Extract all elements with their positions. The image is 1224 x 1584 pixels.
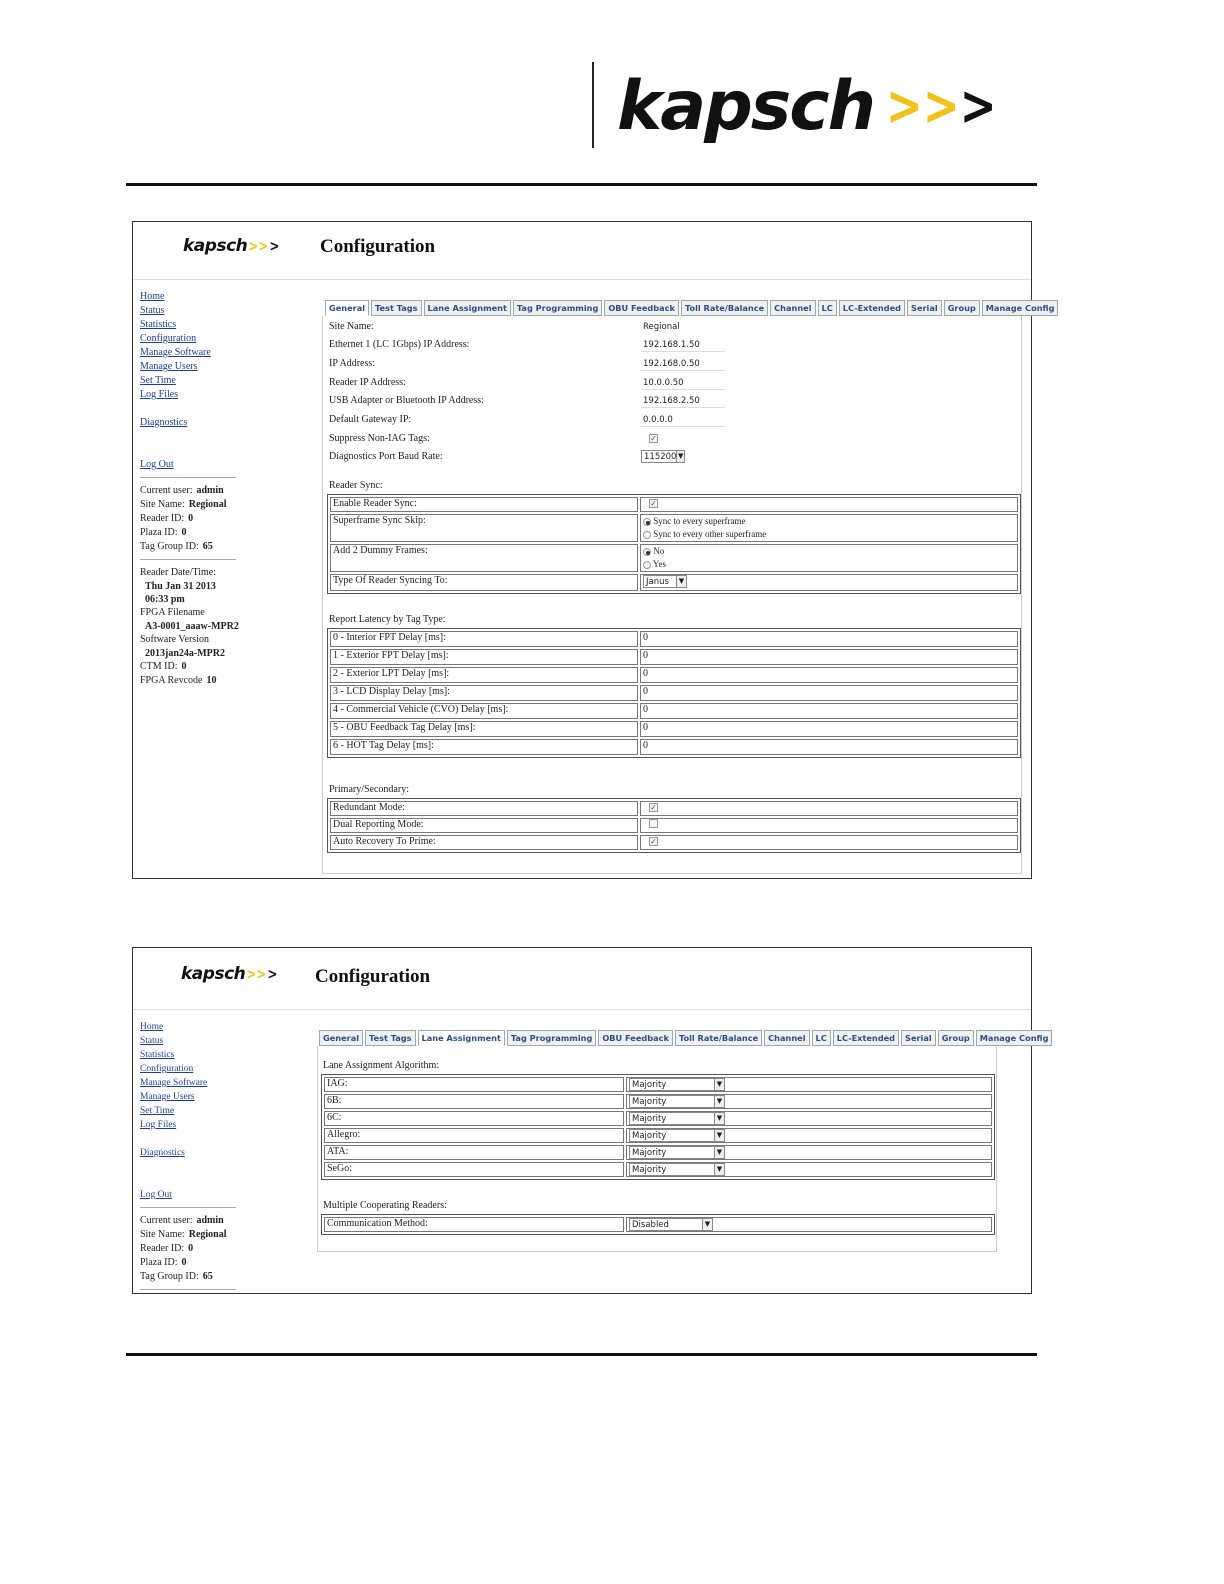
nav-statistics[interactable]: Statistics <box>140 319 177 330</box>
tab-toll-rate[interactable]: Toll Rate/Balance <box>681 300 768 316</box>
tab-test-tags[interactable]: Test Tags <box>365 1030 415 1046</box>
table-row <box>330 685 1018 701</box>
suppress-label: Suppress Non-IAG Tags: <box>329 433 430 444</box>
site-name-value: Regional <box>643 322 680 332</box>
eth1-input[interactable]: 192.168.1.50 <box>641 338 725 352</box>
app-logo-wordmark: kapsch <box>183 236 248 256</box>
current-user: Current user: admin <box>140 1215 224 1226</box>
latency-input[interactable]: 0 <box>640 739 1018 755</box>
chevron-down-icon: ▼ <box>678 452 684 460</box>
suppress-checkbox[interactable]: ✓ <box>650 434 657 443</box>
latency-input[interactable]: 0 <box>640 703 1018 719</box>
nav-manage-users[interactable]: Manage Users <box>140 1092 195 1102</box>
screenshot-lane-assignment-tab <box>132 947 1049 1294</box>
algorithm-cell <box>626 1111 992 1126</box>
app-logo-wordmark: kapsch <box>181 964 246 984</box>
tab-tag-programming[interactable]: Tag Programming <box>507 1030 596 1046</box>
eth1-label: Ethernet 1 (LC 1Gbps) IP Address: <box>329 339 470 350</box>
table-row <box>324 1128 992 1143</box>
config-tab-bar <box>325 300 1058 316</box>
chevron-down-icon: ▼ <box>714 1113 724 1124</box>
tab-group[interactable]: Group <box>938 1030 974 1046</box>
software-version-label: Software Version <box>140 634 209 645</box>
current-user: Current user: admin <box>140 485 224 496</box>
usb-input[interactable]: 192.168.2.50 <box>641 394 725 408</box>
tab-serial[interactable]: Serial <box>907 300 942 316</box>
tab-obu-feedback[interactable]: OBU Feedback <box>598 1030 673 1046</box>
sidebar-divider <box>140 1289 236 1290</box>
reader-date: Thu Jan 31 2013 <box>145 581 216 592</box>
sidebar <box>140 1020 236 1296</box>
document-header <box>0 0 1224 190</box>
algorithm-select[interactable]: Majority ▼ <box>629 1163 725 1176</box>
superframe-option-every[interactable]: Sync to every superframe <box>643 515 1015 528</box>
algorithm-select[interactable]: Majority ▼ <box>629 1095 725 1108</box>
reader-sync-title: Reader Sync: <box>329 480 383 491</box>
nav-manage-users[interactable]: Manage Users <box>140 361 198 372</box>
tab-manage-config[interactable]: Manage Config <box>976 1030 1053 1046</box>
table-row <box>330 835 1018 850</box>
chevron-down-icon: ▼ <box>714 1096 724 1107</box>
latency-label: 2 - Exterior LPT Delay [ms]: <box>330 667 638 683</box>
fpga-label: FPGA Filename <box>140 607 205 618</box>
primary-table <box>327 798 1021 853</box>
sidebar-divider <box>140 559 236 560</box>
lane-assignment-panel <box>317 1046 997 1252</box>
latency-input[interactable]: 0 <box>640 721 1018 737</box>
ip-label: IP Address: <box>329 358 376 369</box>
tab-channel[interactable]: Channel <box>764 1030 809 1046</box>
sync-type-label: Type Of Reader Syncing To: <box>330 574 638 591</box>
tag-group-id: Tag Group ID: 65 <box>140 541 213 552</box>
primary-title: Primary/Secondary: <box>329 784 409 795</box>
latency-input[interactable]: 0 <box>640 667 1018 683</box>
latency-table <box>327 628 1021 758</box>
latency-title: Report Latency by Tag Type: <box>329 614 446 625</box>
algorithm-cell <box>626 1094 992 1109</box>
tag-type-label: Allegro: <box>324 1128 624 1143</box>
algorithm-cell <box>626 1145 992 1160</box>
redundant-checkbox[interactable]: ✓ <box>650 803 657 812</box>
table-row <box>330 544 1018 572</box>
reader-id: Reader ID: 0 <box>140 513 194 524</box>
table-row <box>324 1217 992 1232</box>
table-row <box>330 739 1018 755</box>
table-row <box>330 514 1018 542</box>
page-title: Configuration <box>320 236 436 257</box>
tag-type-label: ATA: <box>324 1145 624 1160</box>
sync-type-cell <box>640 574 1018 591</box>
enable-sync-label: Enable Reader Sync: <box>330 497 638 512</box>
app-header <box>133 222 1031 280</box>
comm-method-cell <box>626 1217 992 1232</box>
dual-label: Dual Reporting Mode: <box>330 818 638 833</box>
tab-serial[interactable]: Serial <box>901 1030 936 1046</box>
nav-diagnostics[interactable]: Diagnostics <box>140 417 188 428</box>
algorithm-cell <box>626 1077 992 1092</box>
nav-log-files[interactable]: Log Files <box>140 389 179 400</box>
tag-type-label: SeGo: <box>324 1162 624 1177</box>
tab-lc[interactable]: LC <box>812 1030 831 1046</box>
app-header <box>133 948 1031 1010</box>
sidebar <box>140 290 239 688</box>
nav-manage-software[interactable]: Manage Software <box>140 1078 208 1088</box>
table-row <box>330 574 1018 591</box>
table-row <box>330 818 1018 833</box>
latency-label: 0 - Interior FPT Delay [ms]: <box>330 631 638 647</box>
superframe-label: Superframe Sync Skip: <box>330 514 638 542</box>
nav-status[interactable]: Status <box>140 305 165 316</box>
tab-general[interactable]: General <box>325 300 369 316</box>
latency-label: 1 - Exterior FPT Delay [ms]: <box>330 649 638 665</box>
tab-obu-feedback[interactable]: OBU Feedback <box>604 300 679 316</box>
sync-type-value: Janus <box>646 576 669 587</box>
enable-sync-checkbox[interactable]: ✓ <box>650 499 657 508</box>
baud-select[interactable] <box>641 450 685 463</box>
nav-configuration[interactable]: Configuration <box>140 333 197 344</box>
tab-lane-assignment[interactable]: Lane Assignment <box>418 1030 505 1046</box>
latency-label: 5 - OBU Feedback Tag Delay [ms]: <box>330 721 638 737</box>
dummy-option-no[interactable]: No <box>643 545 1015 558</box>
latency-label: 3 - LCD Display Delay [ms]: <box>330 685 638 701</box>
gateway-label: Default Gateway IP: <box>329 414 412 425</box>
table-row <box>330 667 1018 683</box>
app-logo <box>181 964 277 984</box>
algorithm-title: Lane Assignment Algorithm: <box>323 1060 440 1071</box>
enable-sync-cell <box>640 497 1018 512</box>
baud-value: 115200 <box>644 451 677 462</box>
tab-group[interactable]: Group <box>944 300 980 316</box>
algorithm-select[interactable]: Majority ▼ <box>629 1112 725 1125</box>
site-name: Site Name: Regional <box>140 499 227 510</box>
tab-lane-assignment[interactable]: Lane Assignment <box>424 300 511 316</box>
nav-statistics[interactable]: Statistics <box>140 1050 175 1060</box>
table-row <box>324 1162 992 1177</box>
app-logo <box>183 236 279 256</box>
screenshot-general-tab <box>132 221 1055 879</box>
dual-cell <box>640 818 1018 833</box>
bottom-rule <box>126 1353 1037 1356</box>
algorithm-cell <box>626 1128 992 1143</box>
gateway-input[interactable]: 0.0.0.0 <box>641 413 725 427</box>
nav-home[interactable]: Home <box>140 1022 164 1032</box>
algorithm-select[interactable]: Majority ▼ <box>629 1129 725 1142</box>
superframe-cell <box>640 514 1018 542</box>
nav-configuration[interactable]: Configuration <box>140 1064 194 1074</box>
chevron-yellow-icon: >> <box>248 237 269 255</box>
general-panel <box>322 316 1022 874</box>
redundant-label: Redundant Mode: <box>330 801 638 816</box>
latency-label: 4 - Commercial Vehicle (CVO) Delay [ms]: <box>330 703 638 719</box>
nav-diagnostics[interactable]: Diagnostics <box>140 1148 185 1158</box>
ctm-id: CTM ID: 0 <box>140 661 187 672</box>
chevron-down-icon: ▼ <box>702 1219 712 1230</box>
fpga-revcode: FPGA Revcode 10 <box>140 675 217 686</box>
nav-set-time[interactable]: Set Time <box>140 1106 175 1116</box>
table-row <box>330 801 1018 816</box>
nav-manage-software[interactable]: Manage Software <box>140 347 211 358</box>
site-name: Site Name: Regional <box>140 1229 227 1240</box>
logo-wordmark: kapsch <box>617 66 874 146</box>
latency-input[interactable]: 0 <box>640 649 1018 665</box>
superframe-option-other[interactable]: Sync to every other superframe <box>643 528 1015 541</box>
chevron-down-icon: ▼ <box>676 576 686 587</box>
algorithm-select[interactable]: Majority ▼ <box>629 1078 725 1091</box>
reader-ip-label: Reader IP Address: <box>329 377 406 388</box>
tab-test-tags[interactable]: Test Tags <box>371 300 421 316</box>
reader-sync-table <box>327 494 1021 594</box>
chevron-black-icon: > <box>267 965 278 983</box>
chevron-yellow-icon: >> <box>246 965 267 983</box>
nav-log-out[interactable]: Log Out <box>140 1190 172 1200</box>
tab-manage-config[interactable]: Manage Config <box>982 300 1059 316</box>
fpga-filename: A3-0001_aaaw-MPR2 <box>145 621 239 632</box>
tab-tag-programming[interactable]: Tag Programming <box>513 300 602 316</box>
reader-date-label: Reader Date/Time: <box>140 567 217 578</box>
plaza-id: Plaza ID: 0 <box>140 527 187 538</box>
radio-icon <box>643 531 651 539</box>
tag-group-id: Tag Group ID: 65 <box>140 1271 213 1282</box>
tag-type-label: 6B: <box>324 1094 624 1109</box>
tab-lc-extended[interactable]: LC-Extended <box>833 1030 899 1046</box>
nav-home[interactable]: Home <box>140 291 165 302</box>
tab-general[interactable]: General <box>319 1030 363 1046</box>
usb-label: USB Adapter or Bluetooth IP Address: <box>329 395 484 406</box>
multi-readers-table <box>321 1214 995 1235</box>
config-tab-bar <box>319 1030 1052 1046</box>
table-row <box>330 703 1018 719</box>
page-title: Configuration <box>315 966 431 987</box>
table-row <box>324 1145 992 1160</box>
tab-lc-extended[interactable]: LC-Extended <box>839 300 905 316</box>
chevron-down-icon: ▼ <box>714 1147 724 1158</box>
table-row <box>330 649 1018 665</box>
tab-channel[interactable]: Channel <box>770 300 815 316</box>
algorithm-cell <box>626 1162 992 1177</box>
chevron-down-icon: ▼ <box>714 1130 724 1141</box>
kapsch-logo <box>617 66 997 146</box>
software-version: 2013jan24a-MPR2 <box>145 648 225 659</box>
reader-time: 06:33 pm <box>145 594 185 605</box>
comm-method-select[interactable]: Disabled ▼ <box>629 1218 713 1231</box>
auto-cell <box>640 835 1018 850</box>
table-row <box>324 1077 992 1092</box>
sidebar-divider <box>140 477 236 478</box>
sidebar-divider <box>140 1207 236 1208</box>
chevron-down-icon: ▼ <box>714 1164 724 1175</box>
radio-icon <box>643 561 651 569</box>
table-row <box>330 497 1018 512</box>
chevron-black-icon: > <box>269 237 280 255</box>
table-row <box>324 1111 992 1126</box>
multi-readers-title: Multiple Cooperating Readers: <box>323 1200 447 1211</box>
table-row <box>330 721 1018 737</box>
table-row <box>330 631 1018 647</box>
nav-status[interactable]: Status <box>140 1036 164 1046</box>
algorithm-table <box>321 1074 995 1180</box>
plaza-id: Plaza ID: 0 <box>140 1257 187 1268</box>
tab-toll-rate[interactable]: Toll Rate/Balance <box>675 1030 762 1046</box>
table-row <box>324 1094 992 1109</box>
chevron-black-icon: > <box>959 74 997 138</box>
tab-lc[interactable]: LC <box>818 300 837 316</box>
radio-selected-icon <box>643 548 651 556</box>
tag-type-label: 6C: <box>324 1111 624 1126</box>
nav-log-files[interactable]: Log Files <box>140 1120 177 1130</box>
redundant-cell <box>640 801 1018 816</box>
algorithm-select[interactable]: Majority ▼ <box>629 1146 725 1159</box>
latency-input[interactable]: 0 <box>640 631 1018 647</box>
site-name-label: Site Name: <box>329 321 374 332</box>
latency-input[interactable]: 0 <box>640 685 1018 701</box>
header-divider <box>592 62 594 148</box>
comm-method-label: Communication Method: <box>324 1217 624 1232</box>
tag-type-label: IAG: <box>324 1077 624 1092</box>
dummy-cell <box>640 544 1018 572</box>
nav-log-out[interactable]: Log Out <box>140 459 174 470</box>
baud-label: Diagnostics Port Baud Rate: <box>329 451 443 462</box>
auto-checkbox[interactable]: ✓ <box>650 837 657 846</box>
latency-label: 6 - HOT Tag Delay [ms]: <box>330 739 638 755</box>
chevron-down-icon: ▼ <box>714 1079 724 1090</box>
dummy-option-yes[interactable]: Yes <box>643 558 1015 571</box>
nav-set-time[interactable]: Set Time <box>140 375 176 386</box>
reader-id: Reader ID: 0 <box>140 1243 194 1254</box>
reader-ip-input[interactable]: 10.0.0.50 <box>641 376 725 390</box>
chevron-yellow-icon: >> <box>885 74 960 138</box>
top-rule <box>126 183 1037 186</box>
radio-selected-icon <box>643 518 651 526</box>
sync-type-select[interactable] <box>643 575 687 588</box>
dummy-label: Add 2 Dummy Frames: <box>330 544 638 572</box>
auto-label: Auto Recovery To Prime: <box>330 835 638 850</box>
dual-checkbox[interactable] <box>649 819 658 828</box>
ip-input[interactable]: 192.168.0.50 <box>641 357 725 371</box>
